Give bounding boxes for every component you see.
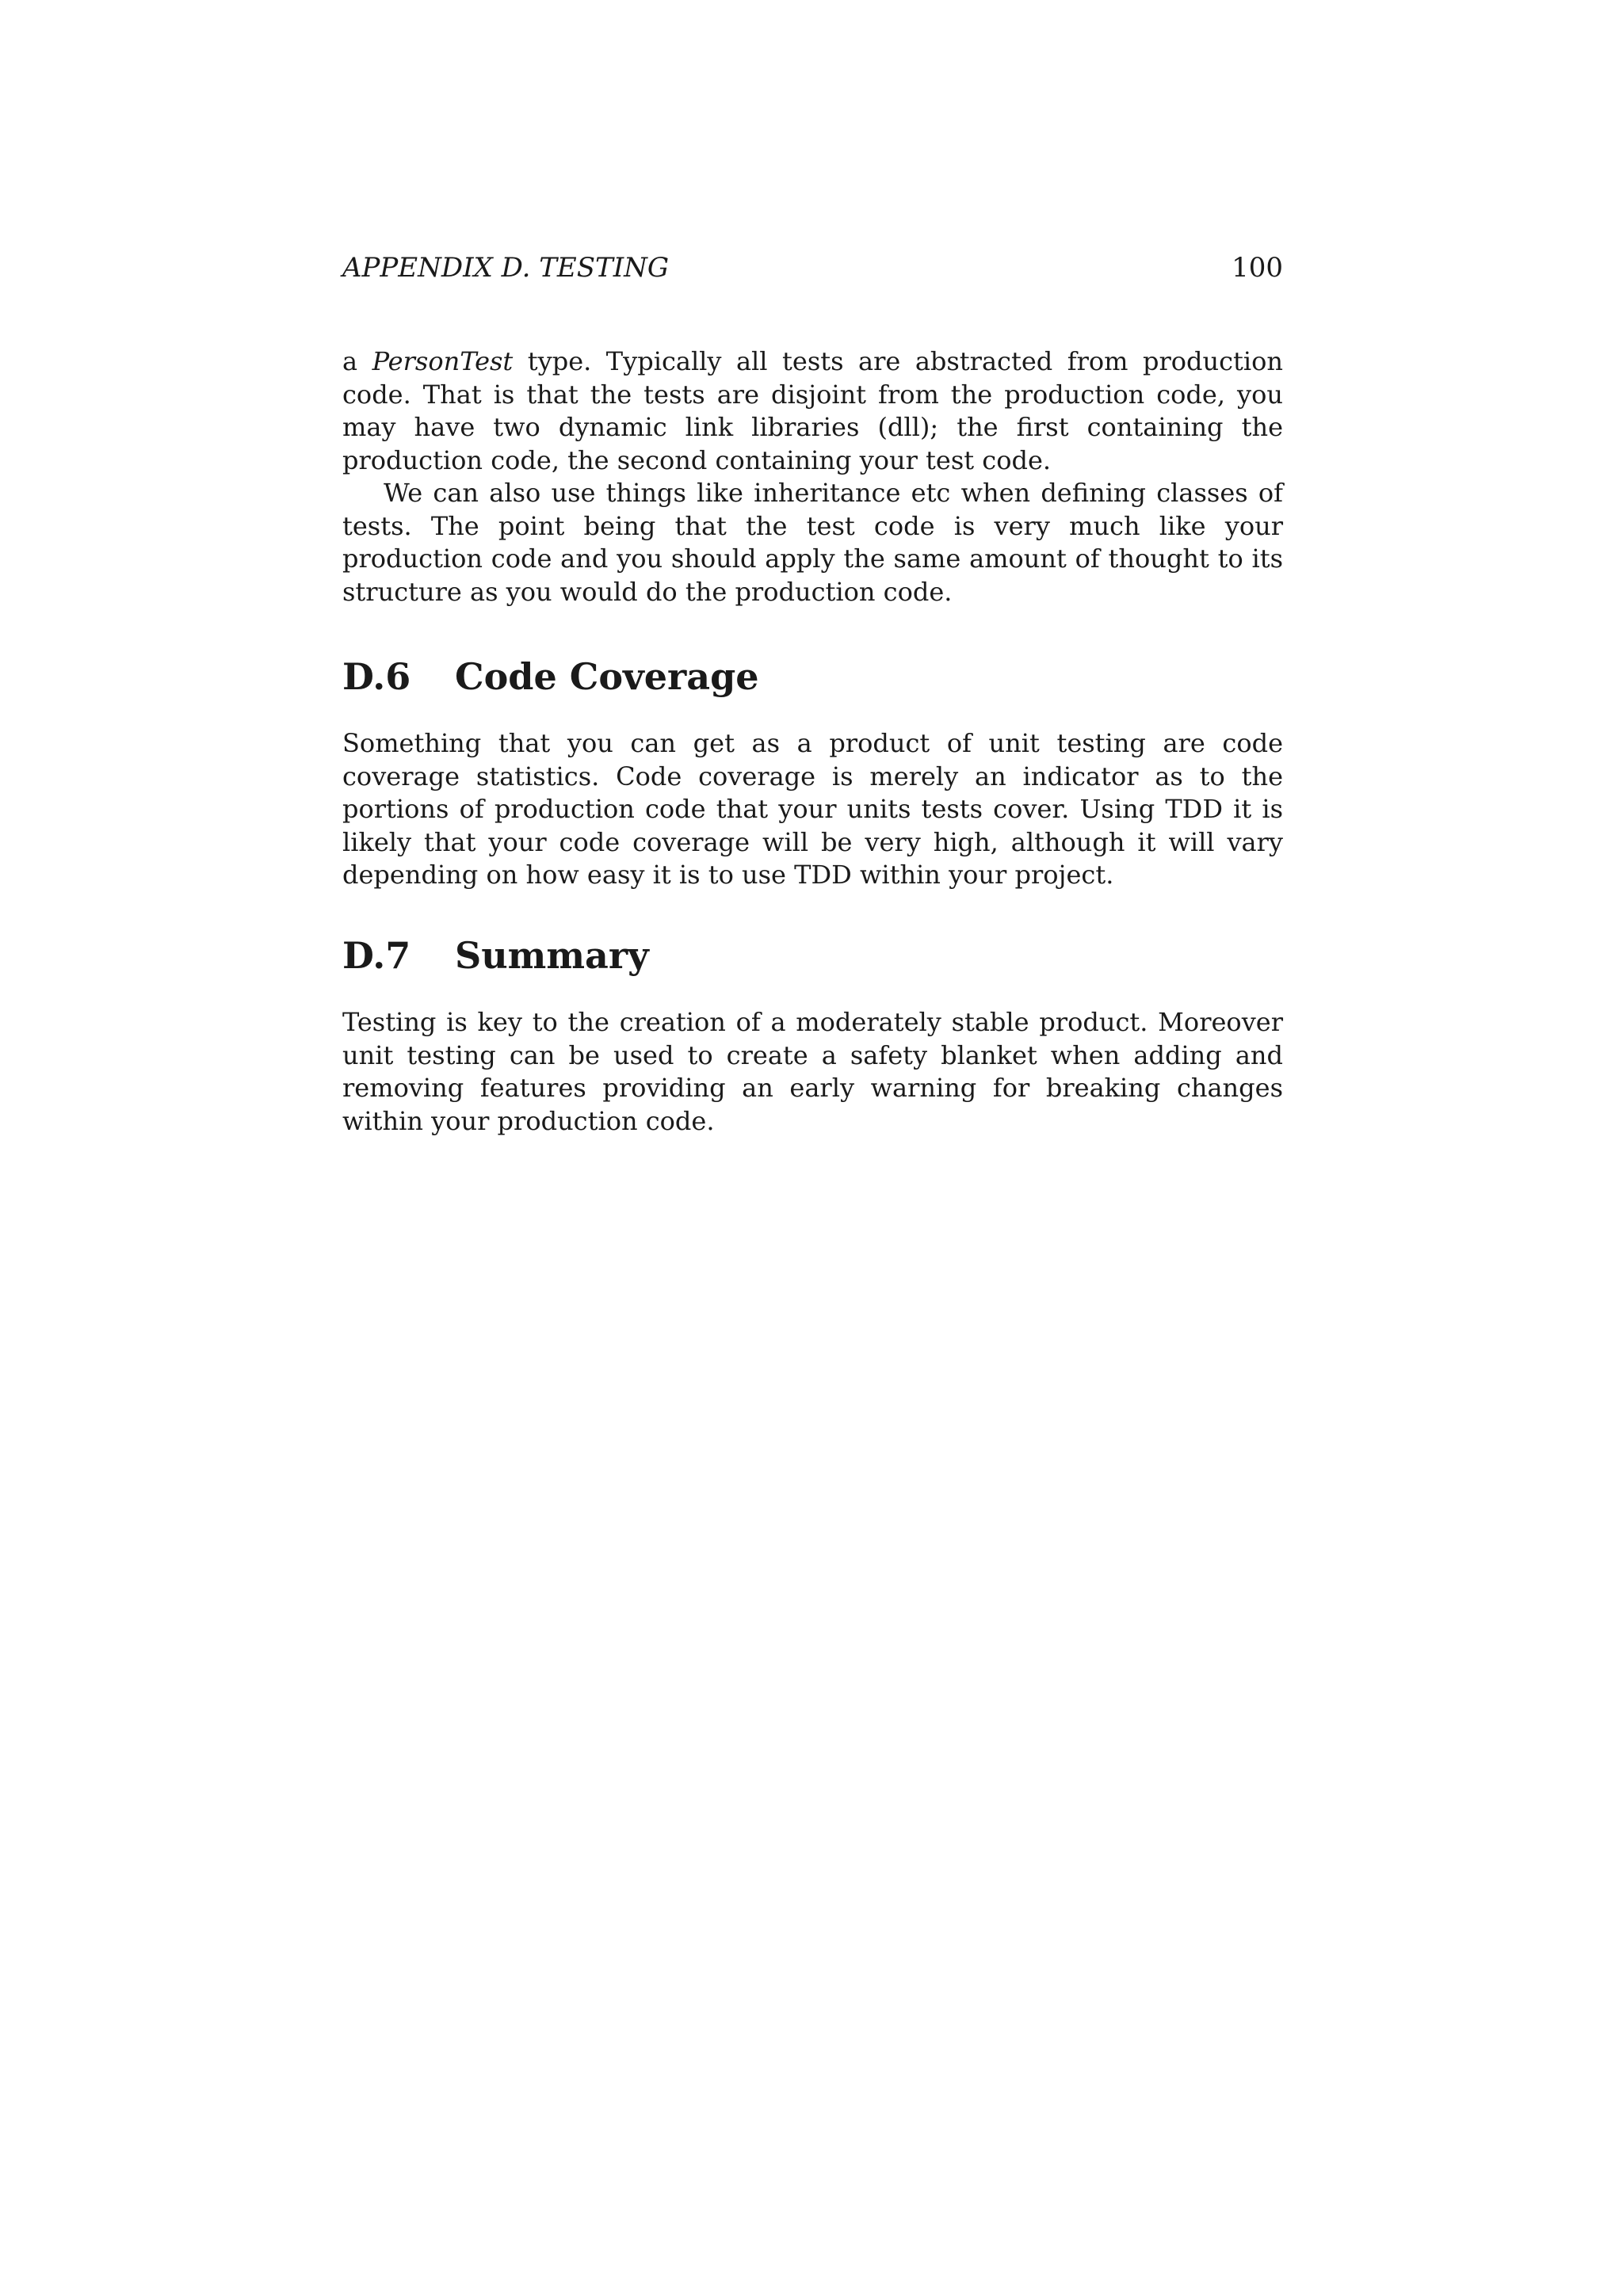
- summary-paragraph: Testing is key to the creation of a moderately stable product. Moreover unit testing can be used to create a safety blanket when adding and removing features providing an early warning for breaking changes within your production code.: [342, 1007, 1283, 1136]
- code-coverage-text: [342, 727, 1283, 892]
- summary-text: [342, 1006, 1283, 1138]
- page-number: 100: [1232, 252, 1283, 284]
- running-header: [342, 250, 1283, 285]
- section-heading-code-coverage: [342, 654, 759, 699]
- intro-emphasis-persontest: PersonTest: [372, 346, 514, 376]
- document-page: [342, 0, 1283, 2296]
- section-title: Summary: [455, 934, 649, 977]
- section-title: Code Coverage: [455, 655, 759, 698]
- intro-lead: a: [342, 346, 372, 376]
- running-title: APPENDIX D. TESTING: [342, 252, 670, 284]
- section-number: D.6: [342, 655, 411, 698]
- code-coverage-paragraph: Something that you can get as a product of unit testing are code coverage statistics. Code coverage is merely an indicator as to the portions of production code that your units tests cover. Using TDD it is likely that your code coverage will be very high, although it will vary depending on how easy it is to use TDD within your project.: [342, 728, 1283, 890]
- intro-text: [342, 345, 1283, 608]
- intro-paragraph-1: [342, 345, 1283, 477]
- section-number: D.7: [342, 934, 411, 977]
- intro-paragraph-2: We can also use things like inheritance etc when defining classes of tests. The point being that the test code is very much like your production code and you should apply the same amount of thought to its structure as you would do the production code.: [342, 478, 1283, 607]
- intro-rest: type. Typically all tests are abstracted from production code. That is that the tests are disjoint from the production code, you may have two dynamic link libraries (dll); the first containing the production code, the second containing your test code.: [342, 346, 1284, 475]
- section-heading-summary: [342, 933, 649, 978]
